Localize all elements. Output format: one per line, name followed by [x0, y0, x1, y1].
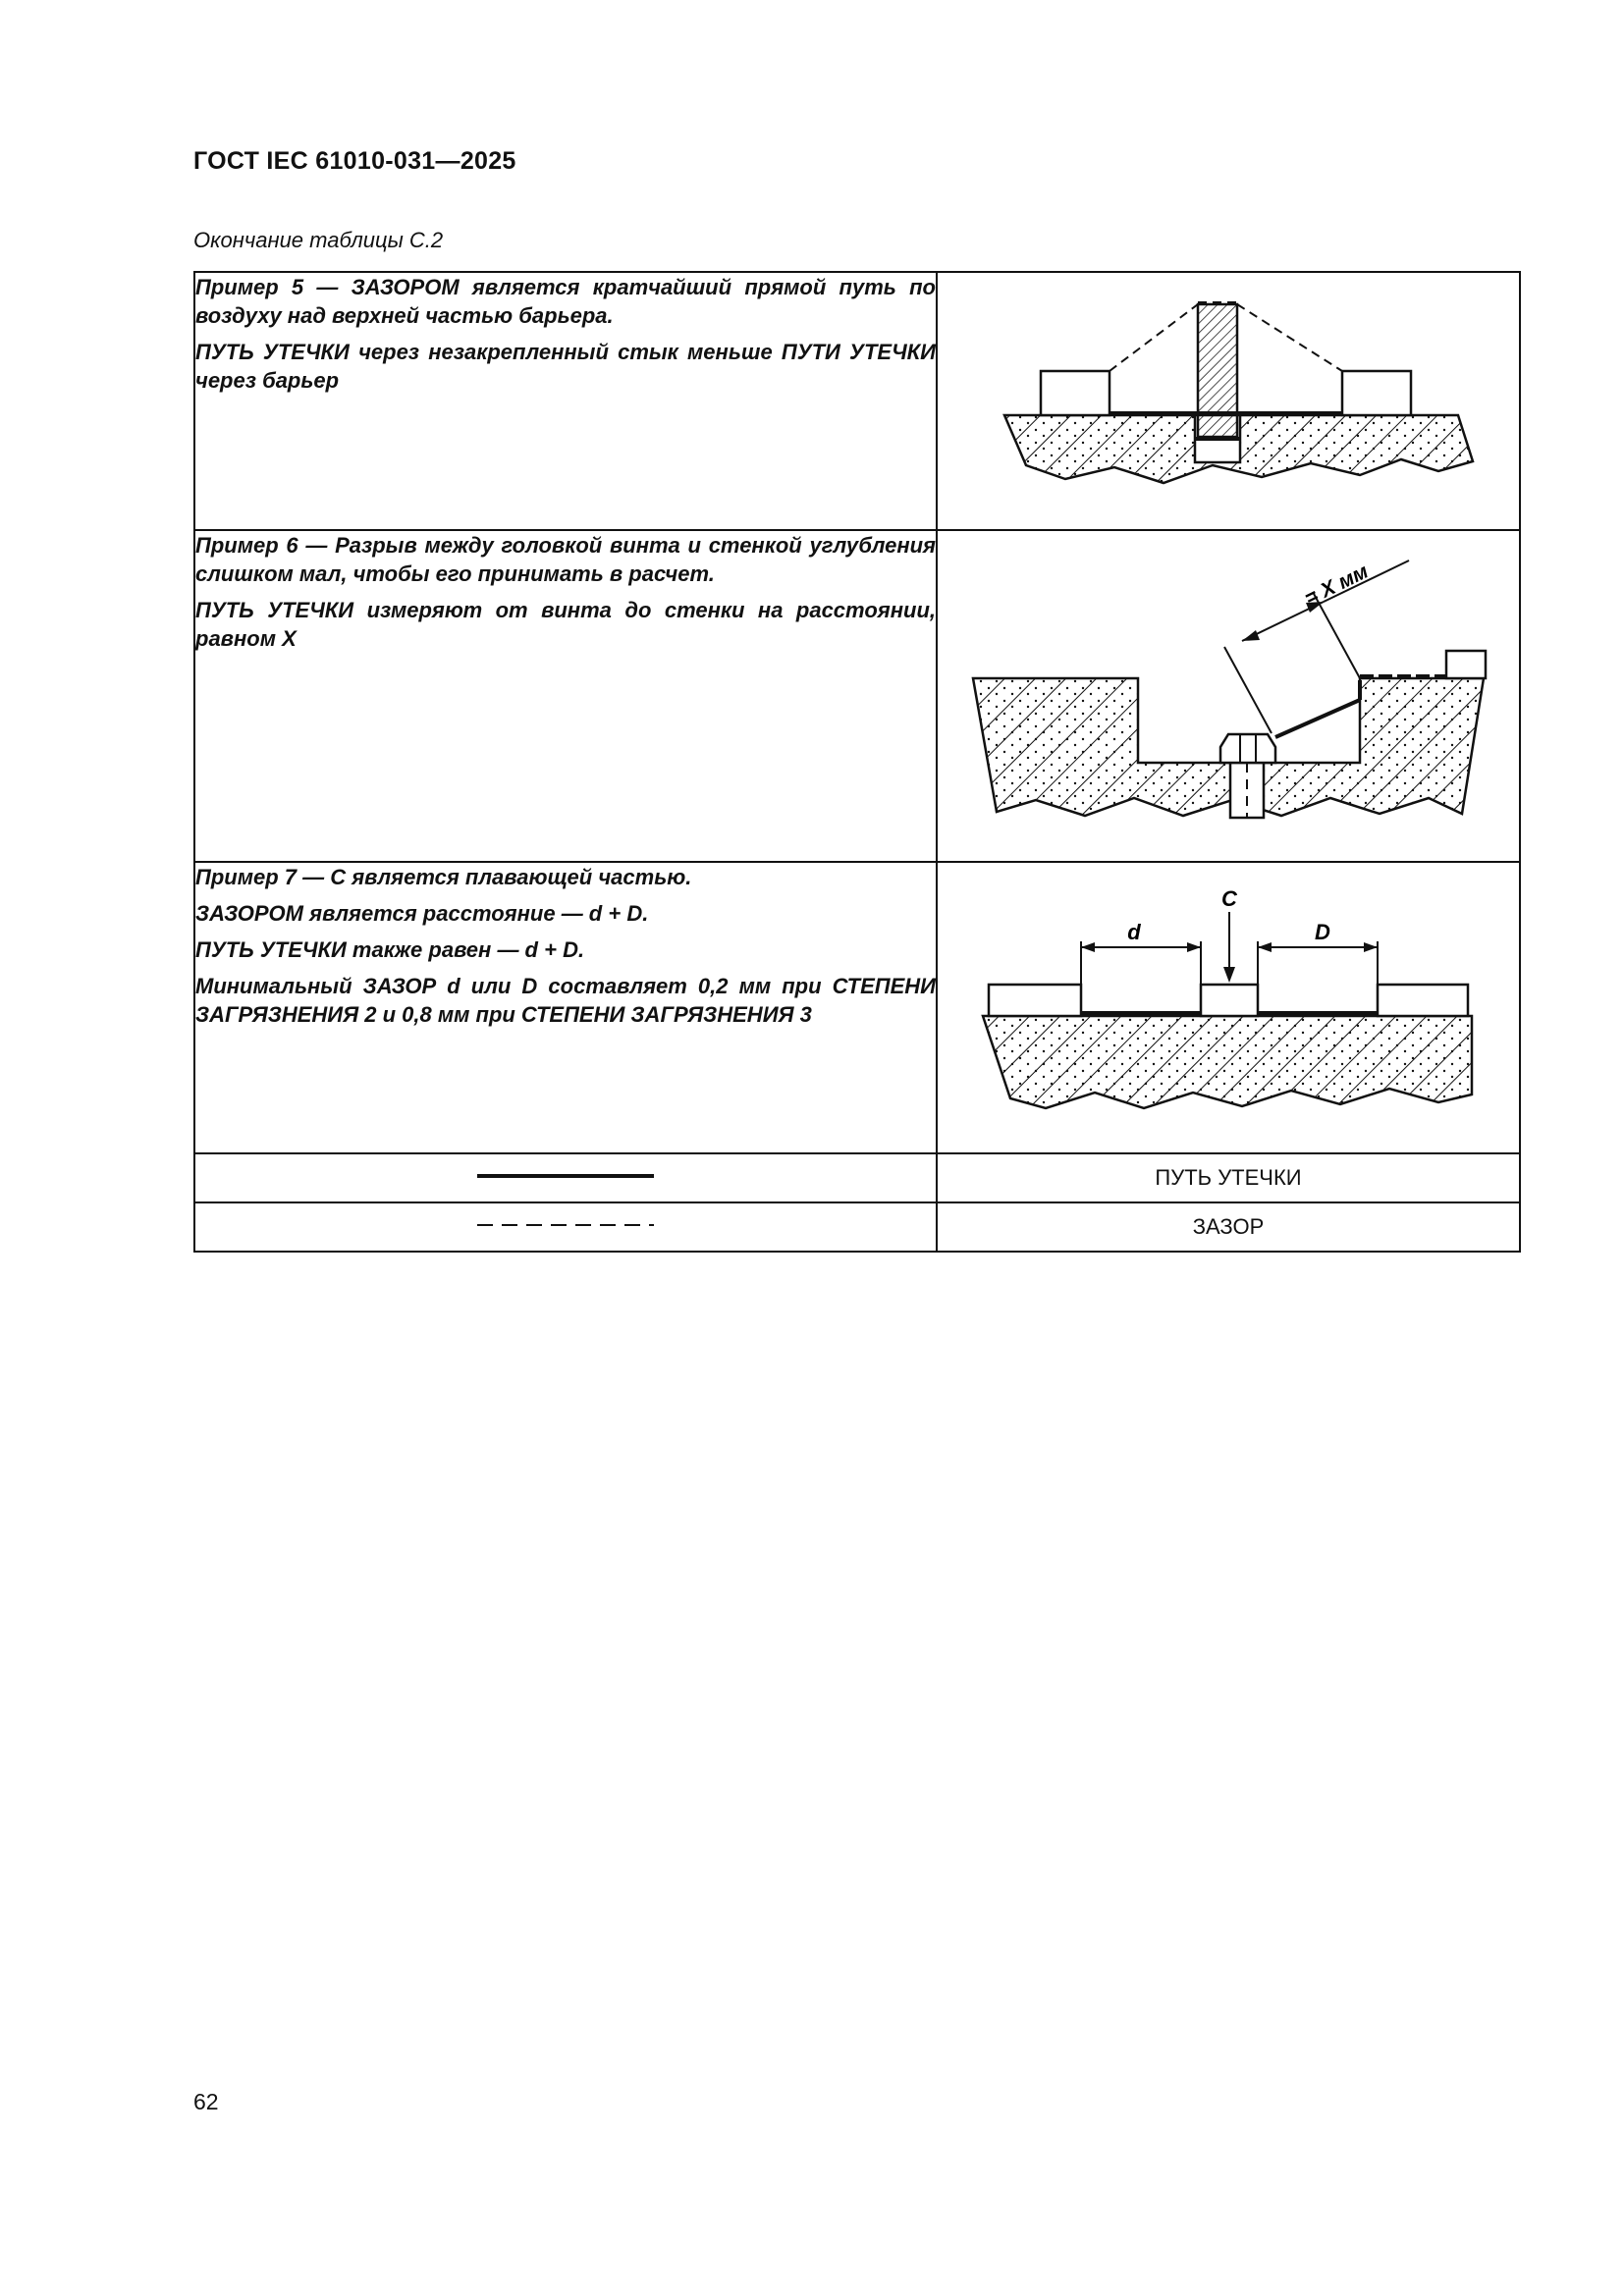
example-7-paragraph-2: ЗАЗОРОМ является расстояние — d + D. — [195, 901, 649, 926]
example-6-text — [194, 530, 937, 862]
label-c: C — [1221, 886, 1237, 911]
table-row-example-6 — [194, 530, 1520, 862]
examples-table — [193, 271, 1521, 1253]
example-5-paragraph-1: Пример 5 — ЗАЗОРОМ является кратчайший прямой путь по воздуху над верхней частью барьера. — [195, 275, 936, 328]
right-block — [1342, 371, 1411, 415]
page-number: 62 — [193, 2089, 219, 2114]
legend-creepage-label: ПУТЬ УТЕЧКИ — [937, 1153, 1520, 1202]
example-5-paragraph-2: ПУТЬ УТЕЧКИ через незакрепленный стык меньше ПУТИ УТЕЧКИ через барьер — [195, 340, 936, 393]
example-6-paragraph-1: Пример 6 — Разрыв между головкой винта и стенкой углубления слишком мал, чтобы его принимать в расчет. — [195, 533, 936, 586]
legend-clearance-label: ЗАЗОР — [937, 1202, 1520, 1252]
left-block — [1041, 371, 1110, 415]
label-d: d — [1127, 920, 1141, 944]
top-tab — [1446, 651, 1486, 678]
x-dimension-label: = X мм — [1301, 560, 1373, 611]
example-7-text — [194, 862, 937, 1153]
example-7-paragraph-4: Минимальный ЗАЗОР d или D составляет 0,2 мм при СТЕПЕНИ ЗАГРЯЗНЕНИЯ 2 и 0,8 мм при СТЕПЕНИ ЗАГРЯЗНЕНИЯ 3 — [195, 974, 936, 1027]
example-7-figure — [938, 863, 1521, 1150]
document-header: ГОСТ IEC 61010-031—2025 — [193, 147, 516, 175]
table-row-example-5 — [194, 272, 1520, 530]
example-6-paragraph-2: ПУТЬ УТЕЧКИ измеряют от винта до стенки на расстоянии, равном X — [195, 598, 936, 651]
example-7-paragraph-1: Пример 7 — C является плавающей частью. — [195, 865, 692, 889]
example-7-figure-cell — [937, 862, 1520, 1153]
example-6-figure-cell — [937, 530, 1520, 862]
example-5-figure-cell — [937, 272, 1520, 530]
example-5-figure — [938, 273, 1521, 527]
table-row-legend-creepage — [194, 1153, 1520, 1202]
example-7-paragraph-3: ПУТЬ УТЕЧКИ также равен — d + D. — [195, 937, 585, 962]
right-plate — [1378, 985, 1468, 1016]
floating-part-c — [1201, 985, 1258, 1016]
screw-head — [1220, 734, 1275, 763]
table-row-example-7 — [194, 862, 1520, 1153]
example-5-text — [194, 272, 937, 530]
label-big-d: D — [1315, 920, 1330, 944]
barrier — [1198, 304, 1237, 437]
table-row-legend-clearance — [194, 1202, 1520, 1252]
legend-solid-line-symbol — [194, 1153, 937, 1202]
example-6-figure — [938, 531, 1521, 859]
legend-dashed-line-symbol — [194, 1202, 937, 1252]
left-plate — [989, 985, 1081, 1016]
table-caption: Окончание таблицы С.2 — [193, 228, 444, 252]
